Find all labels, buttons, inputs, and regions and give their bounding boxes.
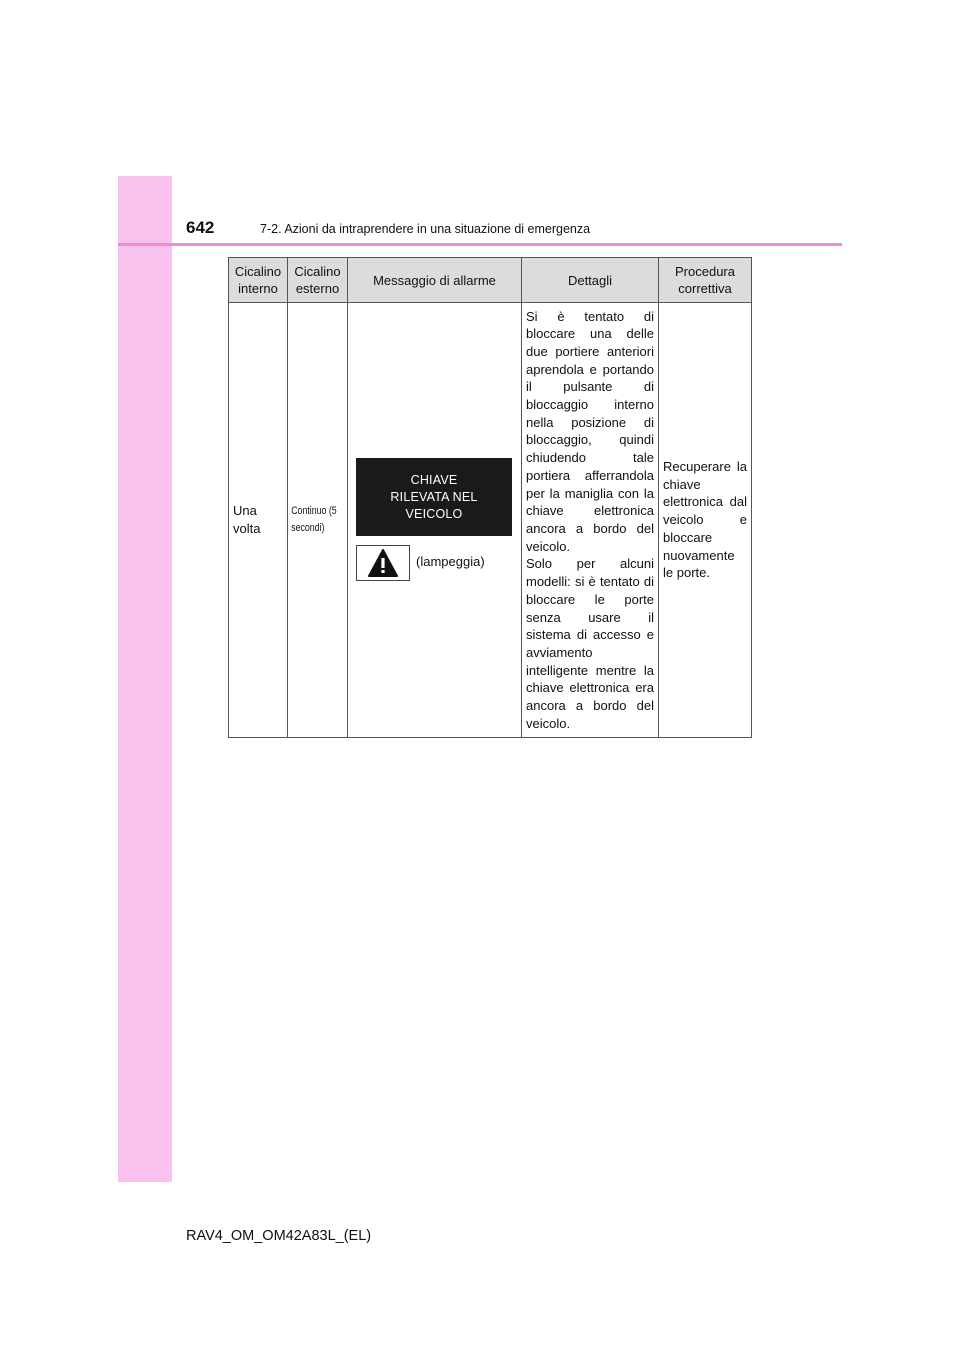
column-header-internal-buzzer: Cicalino interno	[229, 258, 288, 303]
internal-buzzer-cell: Una volta	[229, 303, 288, 738]
header-rule	[118, 243, 842, 246]
display-message: CHIAVE RILEVATA NEL VEICOLO	[390, 472, 478, 521]
correction-text: Recuperare la chiave elettronica dal veicolo e bloccare nuovamente le porte.	[663, 459, 747, 581]
column-header-external-buzzer: Cicalino esterno	[288, 258, 348, 303]
multi-information-display	[356, 458, 512, 536]
table-header-row	[229, 258, 752, 303]
table-row	[229, 303, 752, 738]
section-title: 7-2. Azioni da intraprendere in una situazione di emergenza	[260, 222, 591, 236]
warning-triangle-icon	[367, 548, 399, 578]
column-header-warning-message: Messaggio di allarme	[348, 258, 522, 303]
footer-model-code: RAV4_OM_OM42A83L_(EL)	[186, 1228, 372, 1244]
alarm-table	[228, 257, 752, 738]
page-side-tab	[118, 176, 172, 1182]
external-buzzer-cell: Continuo (5 secondi)	[288, 303, 348, 738]
column-header-details: Dettagli	[522, 258, 659, 303]
warning-message-cell	[348, 303, 522, 738]
column-header-correction: Procedura correttiva	[659, 258, 752, 303]
page-number: 642	[186, 218, 215, 237]
correction-cell	[659, 303, 752, 738]
flash-label: (lampeggia)	[416, 554, 485, 569]
details-text: Si è tentato di bloccare una delle due portiere anteriori aprendola e portando il pulsante di bloccaggio interno nella posizione di bloccaggio, quindi chiudendo tale portiera afferrandola per la maniglia con la chiave elettronica ancora a bordo del veicolo.	[526, 308, 654, 554]
details-cell	[522, 303, 659, 738]
warning-light-frame	[356, 545, 410, 581]
details-extra-text: Solo per alcuni modelli: si è tentato di bloccare le porte senza usare il sistema di accesso e avviamento intelligente mentre la chiave elettronica era ancora a bordo del veicolo.	[526, 556, 654, 731]
